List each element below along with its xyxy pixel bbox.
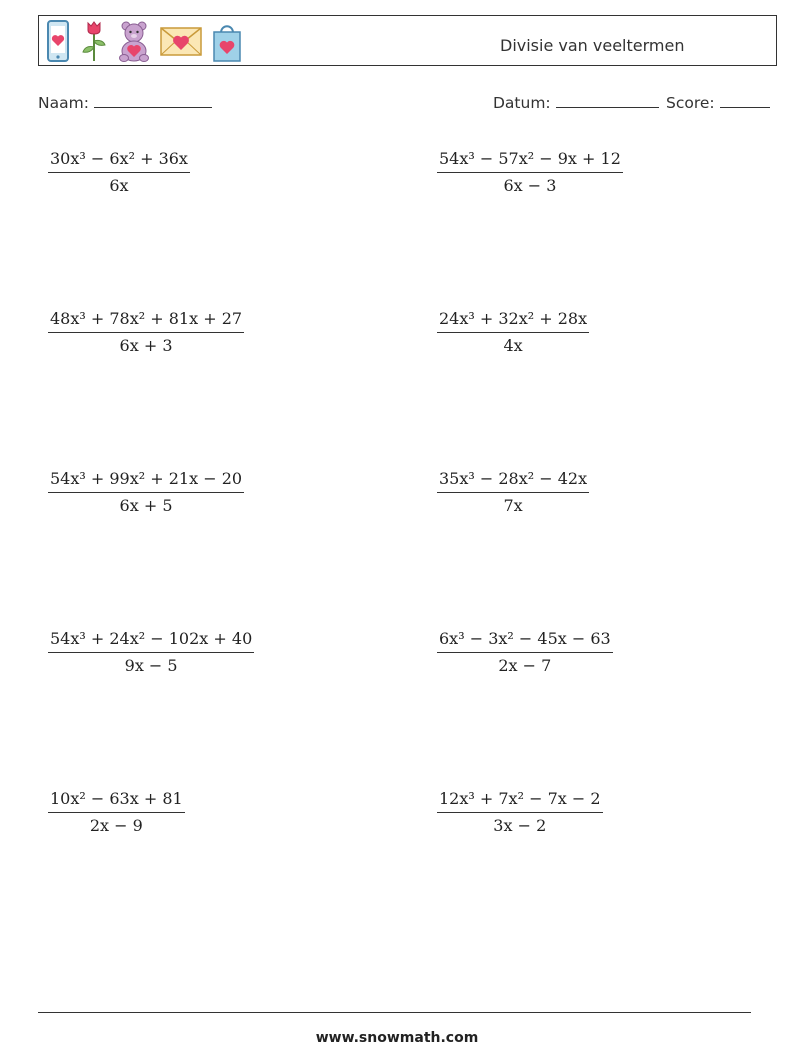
phone-heart-icon — [45, 19, 71, 63]
problem-4-numerator: 24x³ + 32x² + 28x — [439, 309, 588, 328]
gift-bag-icon — [211, 19, 243, 63]
page-title: Divisie van veeltermen — [500, 36, 685, 55]
rose-icon — [79, 19, 109, 63]
problem-6-numerator: 35x³ − 28x² − 42x — [439, 469, 588, 488]
problem-3-numerator: 48x³ + 78x² + 81x + 27 — [50, 309, 243, 328]
problem-10-denominator: 3x − 2 — [493, 816, 547, 835]
problem-7-numerator: 54x³ + 24x² − 102x + 40 — [50, 629, 253, 648]
problem-3-denominator: 6x + 3 — [119, 336, 173, 355]
teddy-bear-icon — [117, 19, 151, 63]
problem-6 — [437, 470, 589, 515]
problem-8-denominator: 2x − 7 — [498, 656, 552, 675]
problem-5-numerator: 54x³ + 99x² + 21x − 20 — [50, 469, 243, 488]
problem-4 — [437, 310, 589, 355]
date-field — [493, 93, 659, 112]
name-label: Naam: — [38, 94, 89, 112]
footer-website[interactable]: www.snowmath.com — [315, 1030, 479, 1046]
name-field — [38, 93, 212, 112]
score-label: Score: — [666, 94, 715, 112]
problem-4-denominator: 4x — [503, 336, 523, 355]
problem-9 — [48, 790, 185, 835]
name-blank[interactable] — [94, 93, 212, 108]
problem-8 — [437, 630, 613, 675]
problem-5 — [48, 470, 244, 515]
problem-7-denominator: 9x − 5 — [124, 656, 178, 675]
problem-1 — [48, 150, 190, 195]
problem-3 — [48, 310, 244, 355]
footer-divider — [38, 1012, 751, 1013]
score-field — [666, 93, 770, 112]
problem-10-numerator: 12x³ + 7x² − 7x − 2 — [439, 789, 601, 808]
date-blank[interactable] — [556, 93, 659, 108]
problem-9-denominator: 2x − 9 — [89, 816, 143, 835]
date-label: Datum: — [493, 94, 551, 112]
problem-9-numerator: 10x² − 63x + 81 — [50, 789, 183, 808]
problem-2 — [437, 150, 623, 195]
header-box — [38, 15, 777, 66]
problem-1-denominator: 6x — [109, 176, 129, 195]
problem-8-numerator: 6x³ − 3x² − 45x − 63 — [439, 629, 611, 648]
header-icons — [45, 18, 243, 64]
love-letter-icon — [159, 19, 203, 63]
problem-5-denominator: 6x + 5 — [119, 496, 173, 515]
score-blank[interactable] — [720, 93, 770, 108]
problem-2-numerator: 54x³ − 57x² − 9x + 12 — [439, 149, 621, 168]
problem-1-numerator: 30x³ − 6x² + 36x — [50, 149, 188, 168]
problem-10 — [437, 790, 603, 835]
problem-6-denominator: 7x — [503, 496, 523, 515]
problem-2-denominator: 6x − 3 — [503, 176, 557, 195]
problem-7 — [48, 630, 254, 675]
